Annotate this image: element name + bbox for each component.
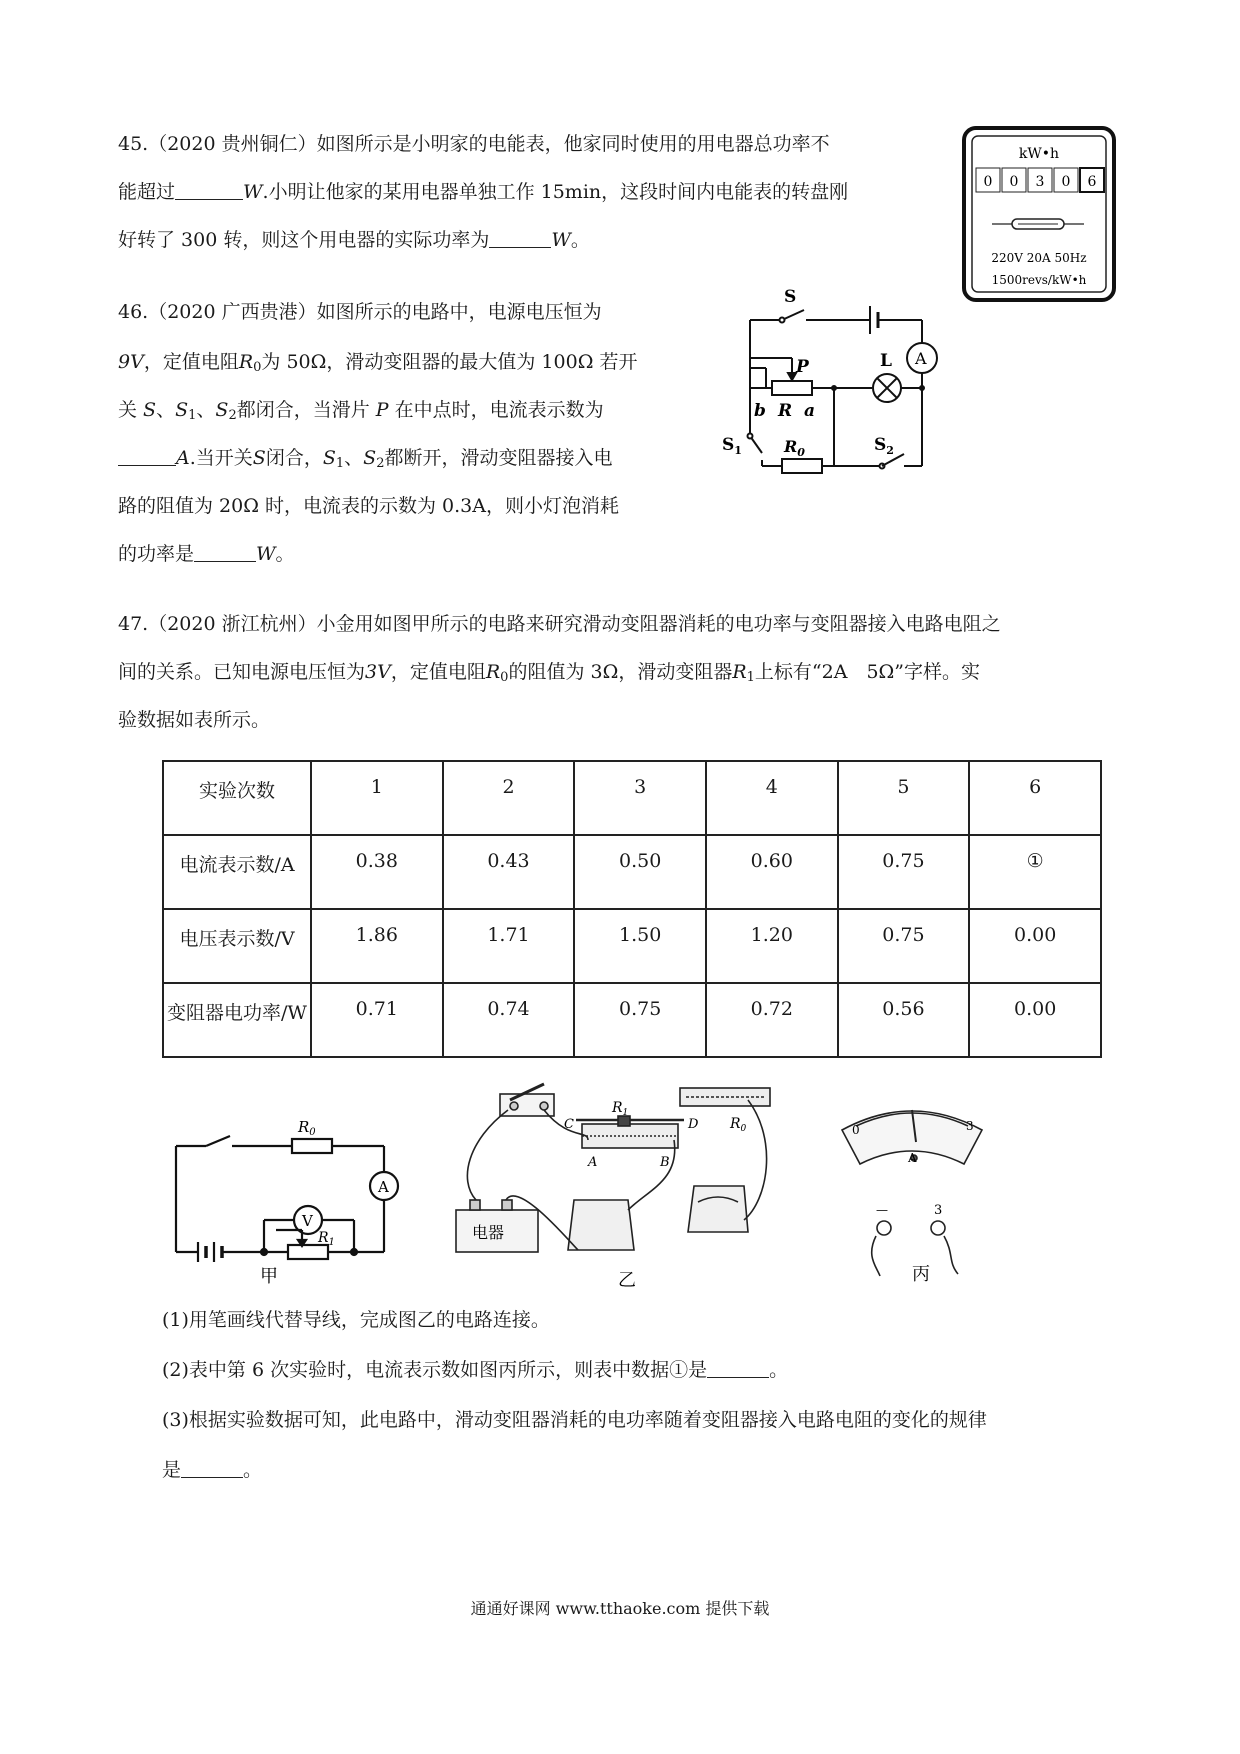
q47-sub-1: (1)用笔画线代替导线，完成图乙的电路连接。 bbox=[162, 1309, 550, 1331]
page-footer: 通通好课网 www.tthaoke.com 提供下载 bbox=[470, 1599, 770, 1618]
q47-line-3: 验数据如表所示。 bbox=[118, 709, 271, 731]
meter-digit: 0 bbox=[1009, 174, 1019, 190]
yi-battery-label: 电器 bbox=[472, 1223, 505, 1242]
bing-dial-A: A bbox=[908, 1151, 917, 1165]
table-header-row bbox=[163, 761, 1101, 835]
table-row bbox=[163, 835, 1101, 909]
yi-label-D: D bbox=[688, 1117, 699, 1132]
jia-label-R0: $R_0$ bbox=[298, 1118, 316, 1138]
meter-digit: 0 bbox=[983, 174, 993, 190]
figure-yi-apparatus bbox=[448, 1080, 800, 1292]
meter-digit: 6 bbox=[1087, 174, 1097, 190]
label-L: L bbox=[880, 351, 892, 371]
electric-meter-figure bbox=[962, 126, 1116, 302]
q45-line-2: 能超过 W.小明让他家的某用电器单独工作 15min，这段时间内电能表的转盘刚 bbox=[118, 181, 849, 203]
bing-terminal-3: 3 bbox=[934, 1203, 943, 1218]
q46-line-2: 9V，定值电阻$R_0$为 50Ω，滑动变阻器的最大值为 100Ω 若开 bbox=[118, 351, 638, 375]
q45-line-1: 45.（2020 贵州铜仁）如图所示是小明家的电能表，他家同时使用的用电器总功率不 bbox=[118, 133, 830, 155]
table-cell: 0.71 bbox=[311, 983, 443, 1057]
q47-blank-1[interactable] bbox=[707, 1359, 769, 1378]
table-cell: 0.56 bbox=[838, 983, 970, 1057]
q46-line-3: 关 S、$S_1$、$S_2$都闭合，当滑片 P 在中点时，电流表示数为 bbox=[118, 399, 604, 423]
yi-label-R1: $R_1$ bbox=[612, 1100, 629, 1118]
q47-sub-3: (3)根据实验数据可知，此电路中，滑动变阻器消耗的电功率随着变阻器接入电路电阻的变化的规律 bbox=[162, 1409, 987, 1431]
q47-sub-2: (2)表中第 6 次实验时，电流表示数如图丙所示，则表中数据①是 。 bbox=[162, 1359, 789, 1381]
table-cell: 1.71 bbox=[443, 909, 575, 983]
table-row-label: 电压表示数/V bbox=[163, 909, 311, 983]
q46-line-4: A.当开关S闭合，$S_1$、$S_2$都断开，滑动变阻器接入电 bbox=[118, 446, 612, 476]
meter-unit: kW•h bbox=[1018, 146, 1060, 162]
meter-spec: 220V 20A 50Hz bbox=[991, 251, 1087, 265]
q47-sub-3-line-2: 是 。 bbox=[162, 1459, 263, 1481]
table-cell: 0.74 bbox=[443, 983, 575, 1057]
q46-circuit-figure bbox=[722, 288, 950, 484]
label-R0: $R_0$ bbox=[784, 437, 805, 459]
meter-revs: 1500revs/kW•h bbox=[991, 273, 1087, 287]
table-header-cell: 1 bbox=[311, 761, 443, 835]
figure-bing-caption: 丙 bbox=[912, 1264, 930, 1284]
table-cell: 0.72 bbox=[706, 983, 838, 1057]
q45-blank-1[interactable] bbox=[175, 181, 243, 200]
figure-jia-circuit bbox=[168, 1104, 408, 1284]
table-row bbox=[163, 909, 1101, 983]
label-S2: $S_2$ bbox=[874, 435, 894, 457]
yi-label-R0: $R_0$ bbox=[730, 1116, 747, 1134]
table-cell: 1.86 bbox=[311, 909, 443, 983]
table-cell: 1.20 bbox=[706, 909, 838, 983]
label-S1: $S_1$ bbox=[722, 435, 742, 457]
table-cell: 1.50 bbox=[574, 909, 706, 983]
table-row-label: 变阻器电功率/W bbox=[163, 983, 311, 1057]
q46-blank-1[interactable] bbox=[118, 447, 176, 466]
q46-line-5: 路的阻值为 20Ω 时，电流表的示数为 0.3A，则小灯泡消耗 bbox=[118, 495, 619, 517]
label-P: P bbox=[796, 357, 809, 377]
label-ammeter: A bbox=[915, 349, 927, 368]
label-a: a bbox=[804, 401, 816, 421]
table-cell: ① bbox=[969, 835, 1101, 909]
table-header-cell: 实验次数 bbox=[163, 761, 311, 835]
bing-terminal-minus: — bbox=[876, 1203, 888, 1217]
table-cell: 0.75 bbox=[838, 909, 970, 983]
experiment-table bbox=[162, 760, 1102, 1058]
meter-digits bbox=[976, 168, 1104, 192]
label-S: S bbox=[784, 288, 797, 307]
jia-label-R1: $R_1$ bbox=[318, 1230, 335, 1248]
yi-label-A: A bbox=[588, 1155, 598, 1170]
bing-dial-3: 3 bbox=[966, 1119, 974, 1133]
figure-bing-ammeter bbox=[836, 1086, 988, 1284]
table-cell: 0.43 bbox=[443, 835, 575, 909]
meter-digit: 3 bbox=[1035, 174, 1045, 190]
q46-line-1: 46.（2020 广西贵港）如图所示的电路中，电源电压恒为 bbox=[118, 301, 602, 323]
figure-jia-caption: 甲 bbox=[260, 1266, 278, 1284]
yi-label-B: B bbox=[660, 1155, 670, 1170]
table-cell: 0.75 bbox=[574, 983, 706, 1057]
table-cell: 0.00 bbox=[969, 983, 1101, 1057]
table-row-label: 电流表示数/A bbox=[163, 835, 311, 909]
meter-digit: 0 bbox=[1061, 174, 1071, 190]
q45-blank-2[interactable] bbox=[489, 229, 551, 248]
table-row bbox=[163, 983, 1101, 1057]
jia-ammeter-label: A bbox=[378, 1178, 389, 1196]
table-cell: 0.75 bbox=[838, 835, 970, 909]
bing-dial-0: 0 bbox=[852, 1123, 860, 1137]
table-cell: 0.60 bbox=[706, 835, 838, 909]
jia-voltmeter-label: V bbox=[302, 1212, 313, 1230]
q46-blank-2[interactable] bbox=[194, 543, 256, 562]
q45-line-3: 好转了 300 转，则这个用电器的实际功率为 W。 bbox=[118, 229, 590, 251]
q47-line-1: 47.（2020 浙江杭州）小金用如图甲所示的电路来研究滑动变阻器消耗的电功率与变阻器接入电路电阻之 bbox=[118, 613, 1001, 635]
q47-line-2: 间的关系。已知电源电压恒为3V，定值电阻$R_0$的阻值为 3Ω，滑动变阻器$R_1$上标有“2A 5Ω”字样。实 bbox=[118, 661, 980, 685]
table-header-cell: 2 bbox=[443, 761, 575, 835]
q46-line-6: 的功率是 W。 bbox=[118, 543, 295, 565]
table-header-cell: 3 bbox=[574, 761, 706, 835]
q47-blank-2[interactable] bbox=[181, 1459, 243, 1478]
figure-yi-caption: 乙 bbox=[618, 1270, 636, 1291]
table-cell: 0.38 bbox=[311, 835, 443, 909]
label-b: b bbox=[754, 401, 766, 421]
table-cell: 0.00 bbox=[969, 909, 1101, 983]
yi-label-C: C bbox=[564, 1117, 574, 1132]
table-header-cell: 5 bbox=[838, 761, 970, 835]
table-header-cell: 4 bbox=[706, 761, 838, 835]
table-cell: 0.50 bbox=[574, 835, 706, 909]
table-header-cell: 6 bbox=[969, 761, 1101, 835]
label-R: R bbox=[778, 401, 793, 421]
